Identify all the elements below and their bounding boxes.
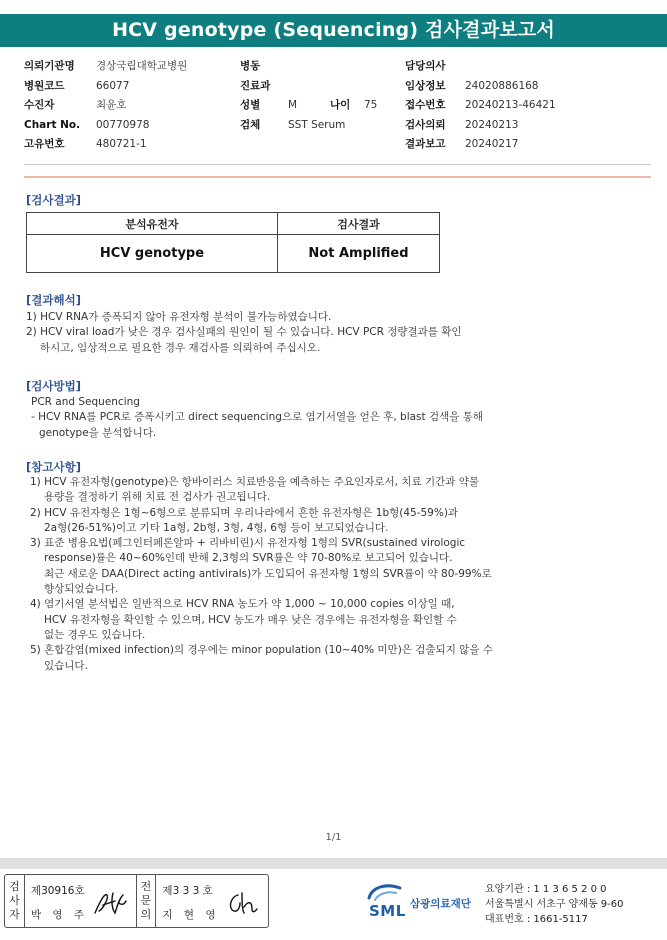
info-value: 24020886168 — [465, 79, 539, 92]
org-info-line: 서울특별시 서초구 양재동 9-60 — [485, 899, 624, 910]
info-value: 480721-1 — [96, 138, 147, 150]
role-char: 의 — [140, 908, 152, 921]
info-value: 경상국립대학교병원 — [96, 60, 188, 72]
text-line: PCR and Sequencing — [31, 396, 140, 408]
info-label: 검체 — [240, 118, 261, 131]
info-value: 20240213 — [465, 118, 519, 131]
text-line: 없는 경우도 있습니다. — [44, 628, 146, 641]
signer-role-specialist — [137, 875, 157, 927]
info-label: 성별 — [240, 99, 261, 111]
interpretation-text — [26, 310, 462, 356]
org-info — [485, 882, 624, 927]
info-label: 결과보고 — [405, 138, 446, 150]
patient-info-middle — [240, 57, 377, 135]
info-label: 의뢰기관명 — [24, 60, 75, 72]
role-char: 문 — [140, 894, 152, 907]
text-line: 최근 새로운 DAA(Direct acting antivirals)가 도입되어 유전자형 1형의 SVR률이 약 80-99%로 — [44, 567, 492, 580]
license-number: 제3 3 3 호 — [162, 885, 213, 897]
info-label: 수진자 — [24, 99, 55, 111]
signer-role-examiner — [5, 875, 25, 927]
text-line: 2) HCV viral load가 낮은 경우 검사실패의 원인이 될 수 있습니다. HCV PCR 정량결과를 확인 — [26, 326, 462, 339]
org-info-line: 대표번호 : 1661-5117 — [485, 914, 588, 925]
info-label: 고유번호 — [24, 138, 65, 150]
handwritten-signature-icon — [224, 889, 260, 917]
signer-name: 지 현 영 — [162, 909, 220, 921]
role-char: 자 — [9, 908, 20, 921]
info-label: 나이 — [330, 99, 351, 111]
info-value: 66077 — [96, 79, 130, 92]
info-label: 병원코드 — [24, 79, 65, 92]
info-value: SST Serum — [288, 118, 346, 131]
info-label: 임상정보 — [405, 79, 446, 92]
table-header: 분석유전자 — [27, 213, 278, 235]
text-line: response)률은 40~60%인데 반해 2,3형의 SVR률은 약 70-80%로 보고되어 있습니다. — [44, 552, 453, 565]
report-title: HCV genotype (Sequencing) 검사결과보고서 — [0, 14, 667, 47]
info-value: 75 — [364, 99, 378, 111]
signer-examiner — [25, 875, 137, 927]
divider — [24, 164, 651, 165]
footer-divider — [0, 858, 667, 869]
info-value: M — [288, 99, 298, 111]
text-line: 향상되었습니다. — [44, 583, 119, 596]
notes-text — [30, 475, 493, 674]
section-title-result: [검사결과] — [26, 193, 81, 207]
text-line: - HCV RNA를 PCR로 증폭시키고 direct sequencing으로 염기서열을 얻은 후, blast 검색을 통해 — [31, 411, 484, 424]
text-line: 3) 표준 병용요법(페그인터페론알파 + 리바비린)시 유전자형 1형의 SVR(sustained virologic — [30, 537, 466, 550]
role-char: 전 — [140, 880, 152, 893]
table-header: 검사결과 — [278, 213, 440, 235]
info-label: Chart No. — [24, 118, 81, 131]
section-title-notes: [참고사항] — [26, 460, 81, 474]
section-title-interpretation: [결과해석] — [26, 293, 81, 307]
info-value: 20240213-46421 — [465, 99, 556, 111]
page-number: 1/1 — [325, 832, 342, 843]
org-info-line: 요양기관 : 1 1 3 6 5 2 0 0 — [485, 884, 607, 895]
text-line: 하시고, 임상적으로 필요한 경우 재검사를 의뢰하여 주십시오. — [40, 341, 321, 354]
logo-org-name: 삼광의료재단 — [410, 898, 471, 910]
info-label: 접수번호 — [405, 99, 446, 111]
table-row — [27, 235, 440, 273]
info-label: 담당의사 — [405, 60, 446, 72]
text-line: genotype을 분석합니다. — [39, 426, 157, 439]
text-line: 2) HCV 유전자형은 1형~6형으로 분류되며 우리나라에서 흔한 유전자형은 1b형(45-59%)과 — [30, 506, 459, 519]
info-label: 병동 — [240, 60, 261, 72]
signature-box — [4, 874, 269, 928]
info-label: 검사의뢰 — [405, 118, 446, 131]
text-line: 5) 혼합감염(mixed infection)의 경우에는 minor population (10~40% 미만)은 검출되지 않을 수 — [30, 644, 493, 657]
signer-name: 박 영 주 — [30, 909, 89, 921]
patient-info-right — [405, 57, 556, 155]
section-title-method: [검사방법] — [26, 379, 81, 393]
text-line: 있습니다. — [44, 659, 88, 672]
method-text — [31, 395, 483, 441]
text-line: 2a형(26-51%)이고 기타 1a형, 2b형, 3형, 4형, 6형 등이 보고되었습니다. — [44, 521, 389, 534]
handwritten-signature-icon — [93, 889, 129, 917]
role-char: 사 — [9, 894, 20, 907]
info-value: 00770978 — [96, 118, 150, 131]
logo-mark: SML — [369, 902, 406, 920]
text-line: 4) 염기서열 분석법은 일반적으로 HCV RNA 농도가 약 1,000 ~ 10,000 copies 이상일 때, — [30, 598, 455, 611]
table-cell: HCV genotype — [27, 235, 278, 273]
info-value: 최윤호 — [96, 99, 127, 111]
info-value: 20240217 — [465, 138, 519, 150]
text-line: 1) HCV RNA가 증폭되지 않아 유전자형 분석이 불가능하였습니다. — [26, 311, 332, 323]
license-number: 제30916호 — [30, 885, 85, 897]
table-cell: Not Amplified — [278, 235, 440, 273]
result-table — [26, 212, 440, 273]
text-line: 용량을 결정하기 위해 치료 전 검사가 권고됩니다. — [44, 491, 271, 504]
divider-accent — [24, 176, 651, 178]
role-char: 검 — [9, 880, 20, 893]
text-line: 1) HCV 유전자형(genotype)은 항바이러스 치료반응을 예측하는 주요인자로서, 치료 기간과 약물 — [30, 476, 479, 488]
signer-specialist — [156, 875, 268, 927]
sml-logo-arc-icon — [366, 882, 408, 904]
text-line: HCV 유전자형을 확인할 수 있으며, HCV 농도가 매우 낮은 경우에는 유전자형을 확인할 수 — [44, 613, 457, 626]
info-label: 진료과 — [240, 79, 271, 92]
patient-info-left — [24, 57, 187, 155]
